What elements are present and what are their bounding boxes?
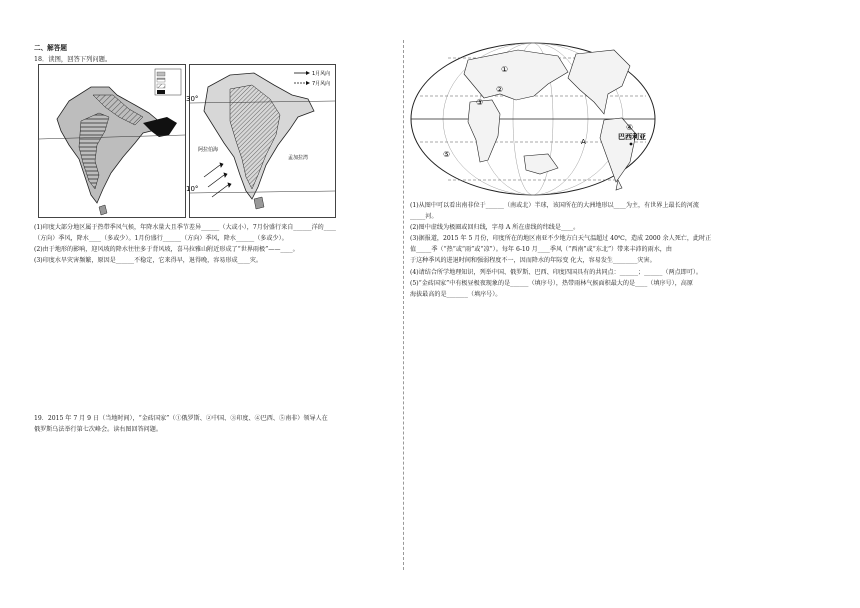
right-questions <box>410 200 711 300</box>
section-title: 二、解答题 <box>34 44 67 52</box>
q18-title: 18．读图，回答下列问题。 <box>34 56 112 63</box>
right-line-3: (2)图中虚线为极圈或回归线，字母 A 所在虚线的纬线是____。 <box>410 224 580 232</box>
world-map <box>408 40 658 198</box>
right-line-5: 值_____季（“热”或“雨”或“凉”）。每年 6-10 月____季风（“西南”或“东北”）带来丰沛的雨水，由 <box>410 246 672 254</box>
marker-4: ④ <box>626 123 634 132</box>
right-line-8: (5)“金砖国家”中有极昼极夜现象的是______（填序号），热带雨林气候面积最大的是____（填序号），高原 <box>410 279 693 287</box>
brasilia-label: 巴西利亚 <box>618 133 646 141</box>
bay-of-bengal-label: 孟加拉湾 <box>288 155 309 161</box>
arabian-sea-label: 阿拉伯海 <box>198 147 219 153</box>
marker-3: ③ <box>476 98 484 107</box>
q19-line-2: 俄罗斯乌法举行第七次峰会。读右图回答问题。 <box>34 426 162 434</box>
q18-line-3: (2)由于地形的影响，迎风坡的降水往往多于背风坡，喜马拉雅山附近形成了“世界雨极”——____。 <box>34 246 299 254</box>
q18-line-4: (3)印度水旱灾害频繁，原因是______不稳定，它来得早，退得晚，容易形成____灾。 <box>34 257 263 265</box>
marker-5: ⑤ <box>443 150 451 159</box>
marker-2: ② <box>496 85 504 94</box>
right-line-4: (3)据报道，2015 年 5 月份，印度所在的地区南亚不少地方白天气温超过 40℃，造成 2000 余人死亡，此时正 <box>410 235 712 243</box>
india-monsoon-map <box>186 64 336 218</box>
lat-30-label: 30° <box>186 95 199 103</box>
q18-line-2: （方向）季风，降水____（多或少）。1月份盛行______（方向）季风，降水______（多或少）。 <box>34 235 288 243</box>
legend-jan: 1月风向 <box>312 71 331 77</box>
column-divider <box>403 40 404 570</box>
right-line-1: (1)从图中可以看出南非位于______（南或北）半球，该国所在的大洲地形以____为主，有世界上最长的河流 <box>410 202 699 209</box>
lat-10-label: 10° <box>186 185 199 193</box>
q18-text <box>34 222 336 266</box>
q19-line-1: 19．2015 年 7 月 9 日（当地时间），“金砖国家”（①俄罗斯、②中国、③印度、④巴西、⑤南非）领导人在 <box>34 415 328 422</box>
right-line-9: 海拔最高的是_______（填序号）。 <box>410 290 502 298</box>
marker-1: ① <box>501 65 509 74</box>
q18-line-1: (1)印度大部分地区属于热带季风气候，年降水量大且季节差异______（大或小），7月份盛行来自______洋的____ <box>34 224 336 231</box>
right-line-7: (4)请结合所学地理知识，列举中国、俄罗斯、巴西、印度四国具有的共同点：______；______（两点即可）。 <box>410 268 702 276</box>
right-line-6: 于这种季风的进退时间和强弱程度不一，因而降水的年际变 化大，容易发生________灾害。 <box>410 257 656 265</box>
q19-text <box>34 413 328 435</box>
legend-jul: 7月风向 <box>312 81 331 87</box>
right-line-2: _____河。 <box>410 213 438 221</box>
india-rainfall-map <box>38 64 186 218</box>
label-a: A <box>581 138 586 146</box>
